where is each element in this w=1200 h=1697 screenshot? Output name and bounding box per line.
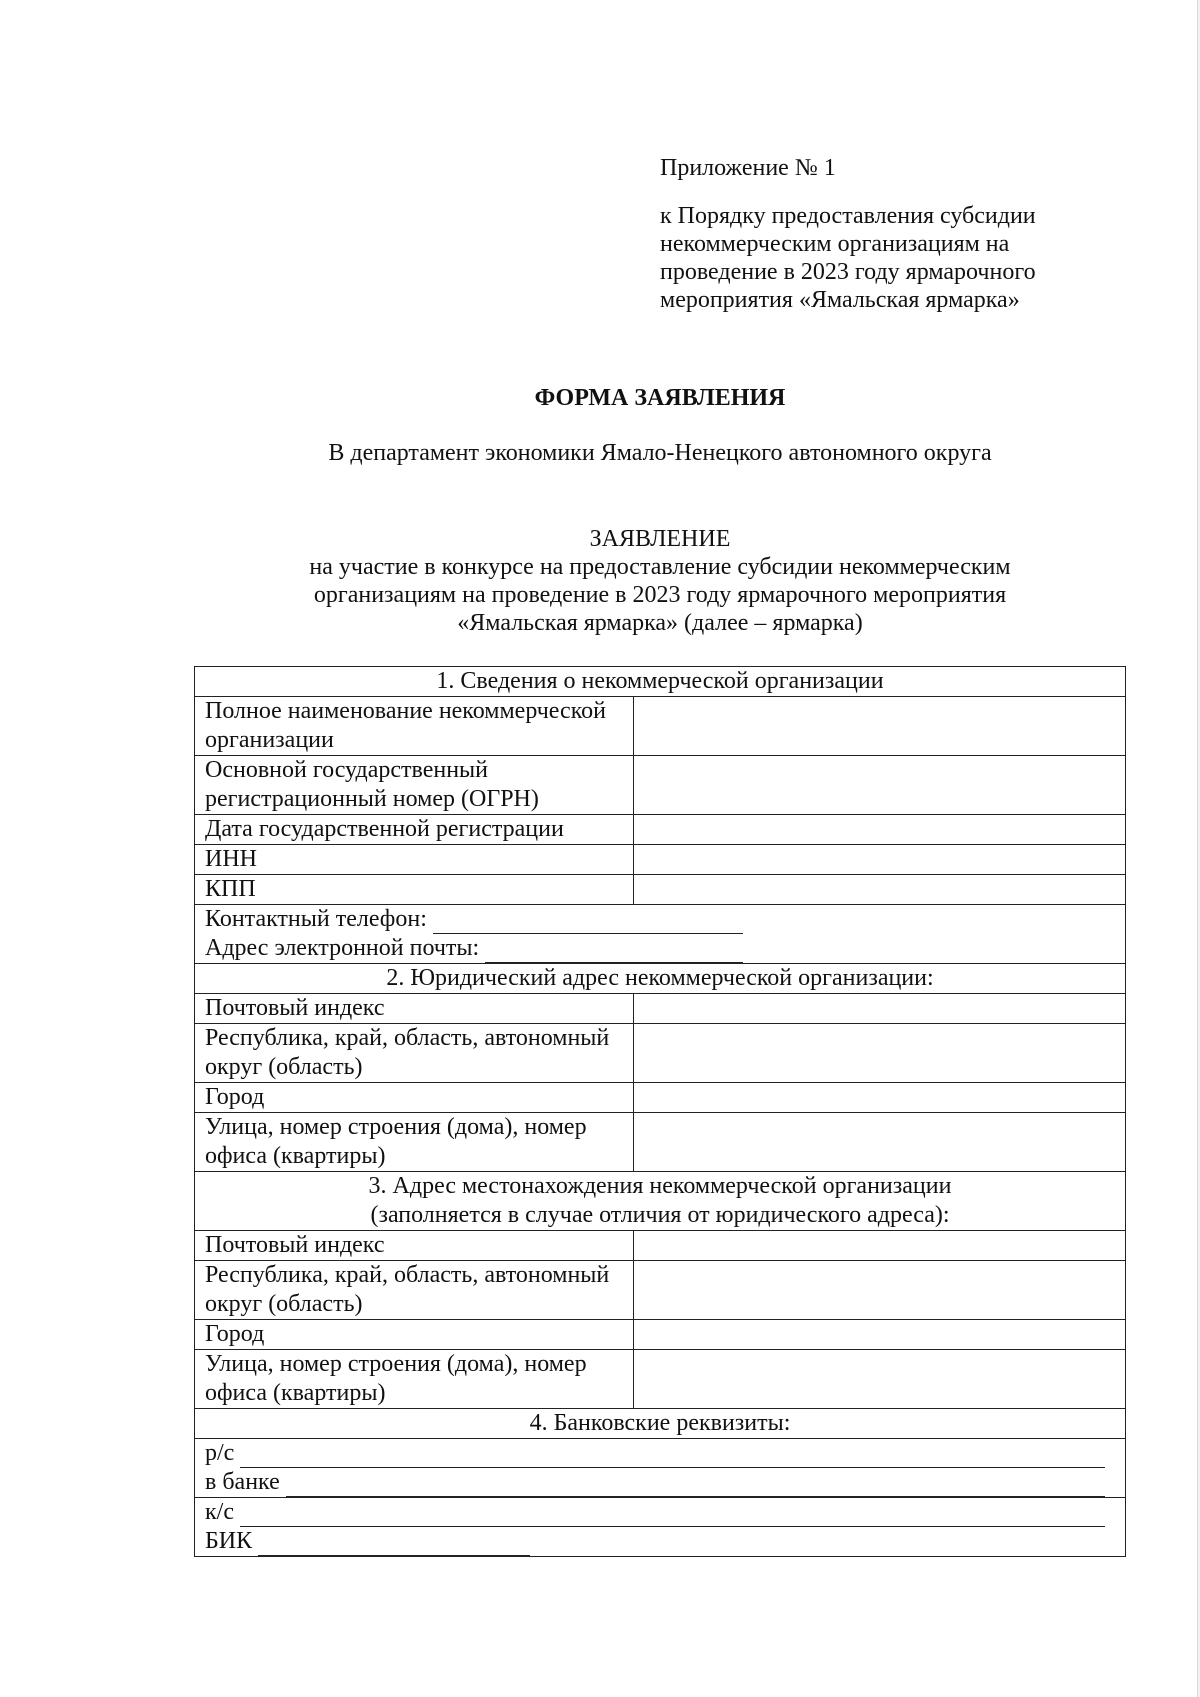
row-label: Улица, номер строения (дома), номер офиса (квартиры) bbox=[195, 1350, 634, 1409]
ogrn-field[interactable] bbox=[634, 756, 1126, 815]
phone-field[interactable] bbox=[433, 911, 743, 934]
account-label: р/с bbox=[205, 1440, 235, 1466]
corr-account-field[interactable] bbox=[240, 1504, 1105, 1527]
actual-postal-code-field[interactable] bbox=[634, 1231, 1126, 1261]
row-label: Полное наименование некоммерческой организации bbox=[195, 697, 634, 756]
actual-street-field[interactable] bbox=[634, 1350, 1126, 1409]
bank-row bbox=[195, 1498, 1126, 1557]
row-label: КПП bbox=[195, 875, 634, 905]
email-line bbox=[205, 934, 1115, 963]
table-row bbox=[195, 697, 1126, 756]
legal-postal-code-field[interactable] bbox=[634, 994, 1126, 1024]
legal-city-field[interactable] bbox=[634, 1083, 1126, 1113]
row-label: Республика, край, область, автономный округ (область) bbox=[195, 1024, 634, 1083]
bank-label: в банке bbox=[205, 1469, 280, 1495]
section3-heading-line1: 3. Адрес местонахождения некоммерческой организации bbox=[368, 1173, 952, 1199]
table-row bbox=[195, 845, 1126, 875]
section2-heading: 2. Юридический адрес некоммерческой организации: bbox=[195, 964, 1126, 994]
bik-field[interactable] bbox=[258, 1533, 530, 1556]
application-title-block bbox=[0, 525, 1200, 637]
appendix-number: Приложение № 1 bbox=[660, 155, 836, 181]
table-row bbox=[195, 1083, 1126, 1113]
row-label: Город bbox=[195, 1083, 634, 1113]
table-row bbox=[195, 875, 1126, 905]
row-label: Почтовый индекс bbox=[195, 1231, 634, 1261]
table-row bbox=[195, 1320, 1126, 1350]
contacts-row bbox=[195, 905, 1126, 964]
bank-row bbox=[195, 1439, 1126, 1498]
account-field[interactable] bbox=[240, 1445, 1105, 1468]
row-label: ИНН bbox=[195, 845, 634, 875]
row-label: Почтовый индекс bbox=[195, 994, 634, 1024]
section4-heading: 4. Банковские реквизиты: bbox=[195, 1409, 1126, 1439]
table-row bbox=[195, 994, 1126, 1024]
table-row bbox=[195, 756, 1126, 815]
row-label: Республика, край, область, автономный округ (область) bbox=[195, 1261, 634, 1320]
inn-field[interactable] bbox=[634, 845, 1126, 875]
appendix-block bbox=[660, 154, 1120, 314]
row-label: Дата государственной регистрации bbox=[195, 815, 634, 845]
phone-line bbox=[205, 905, 1115, 934]
corr-account-line bbox=[205, 1498, 1115, 1527]
application-form-table bbox=[194, 666, 1126, 1557]
email-label: Адрес электронной почты: bbox=[205, 935, 480, 961]
full-name-field[interactable] bbox=[634, 697, 1126, 756]
table-row bbox=[195, 1350, 1126, 1409]
appendix-text: к Порядку предоставления субсидии некоммерческим организациям на проведение в 2023 году ярмарочного мероприятия «Ямальская ярмарка» bbox=[660, 203, 1036, 313]
application-title: ЗАЯВЛЕНИЕ bbox=[589, 526, 731, 552]
table-row bbox=[195, 1231, 1126, 1261]
email-field[interactable] bbox=[485, 940, 743, 963]
section1-heading: 1. Сведения о некоммерческой организации bbox=[195, 667, 1126, 697]
corr-account-label: к/с bbox=[205, 1499, 234, 1525]
section3-heading bbox=[195, 1172, 1126, 1231]
actual-city-field[interactable] bbox=[634, 1320, 1126, 1350]
bik-line bbox=[205, 1527, 1115, 1556]
table-row bbox=[195, 815, 1126, 845]
row-label: Улица, номер строения (дома), номер офиса (квартиры) bbox=[195, 1113, 634, 1172]
legal-region-field[interactable] bbox=[634, 1024, 1126, 1083]
addressee: В департамент экономики Ямало-Ненецкого автономного округа bbox=[328, 440, 992, 466]
account-line bbox=[205, 1439, 1115, 1468]
row-label: Основной государственный регистрационный номер (ОГРН) bbox=[195, 756, 634, 815]
section3-heading-line2: (заполняется в случае отличия от юридического адреса): bbox=[370, 1202, 950, 1228]
table-row bbox=[195, 1024, 1126, 1083]
form-title: ФОРМА ЗАЯВЛЕНИЯ bbox=[534, 385, 786, 411]
table-row bbox=[195, 1113, 1126, 1172]
registration-date-field[interactable] bbox=[634, 815, 1126, 845]
phone-label: Контактный телефон: bbox=[205, 906, 427, 932]
legal-street-field[interactable] bbox=[634, 1113, 1126, 1172]
kpp-field[interactable] bbox=[634, 875, 1126, 905]
bank-field[interactable] bbox=[286, 1474, 1105, 1497]
actual-region-field[interactable] bbox=[634, 1261, 1126, 1320]
table-row bbox=[195, 1261, 1126, 1320]
row-label: Город bbox=[195, 1320, 634, 1350]
bik-label: БИК bbox=[205, 1528, 253, 1554]
application-subtitle: на участие в конкурсе на предоставление субсидии некоммерческим организациям на проведение в 2023 году ярмарочного мероприятия «Ямальская ярмарка» (далее – ярмарка) bbox=[309, 554, 1011, 636]
bank-line bbox=[205, 1468, 1115, 1497]
